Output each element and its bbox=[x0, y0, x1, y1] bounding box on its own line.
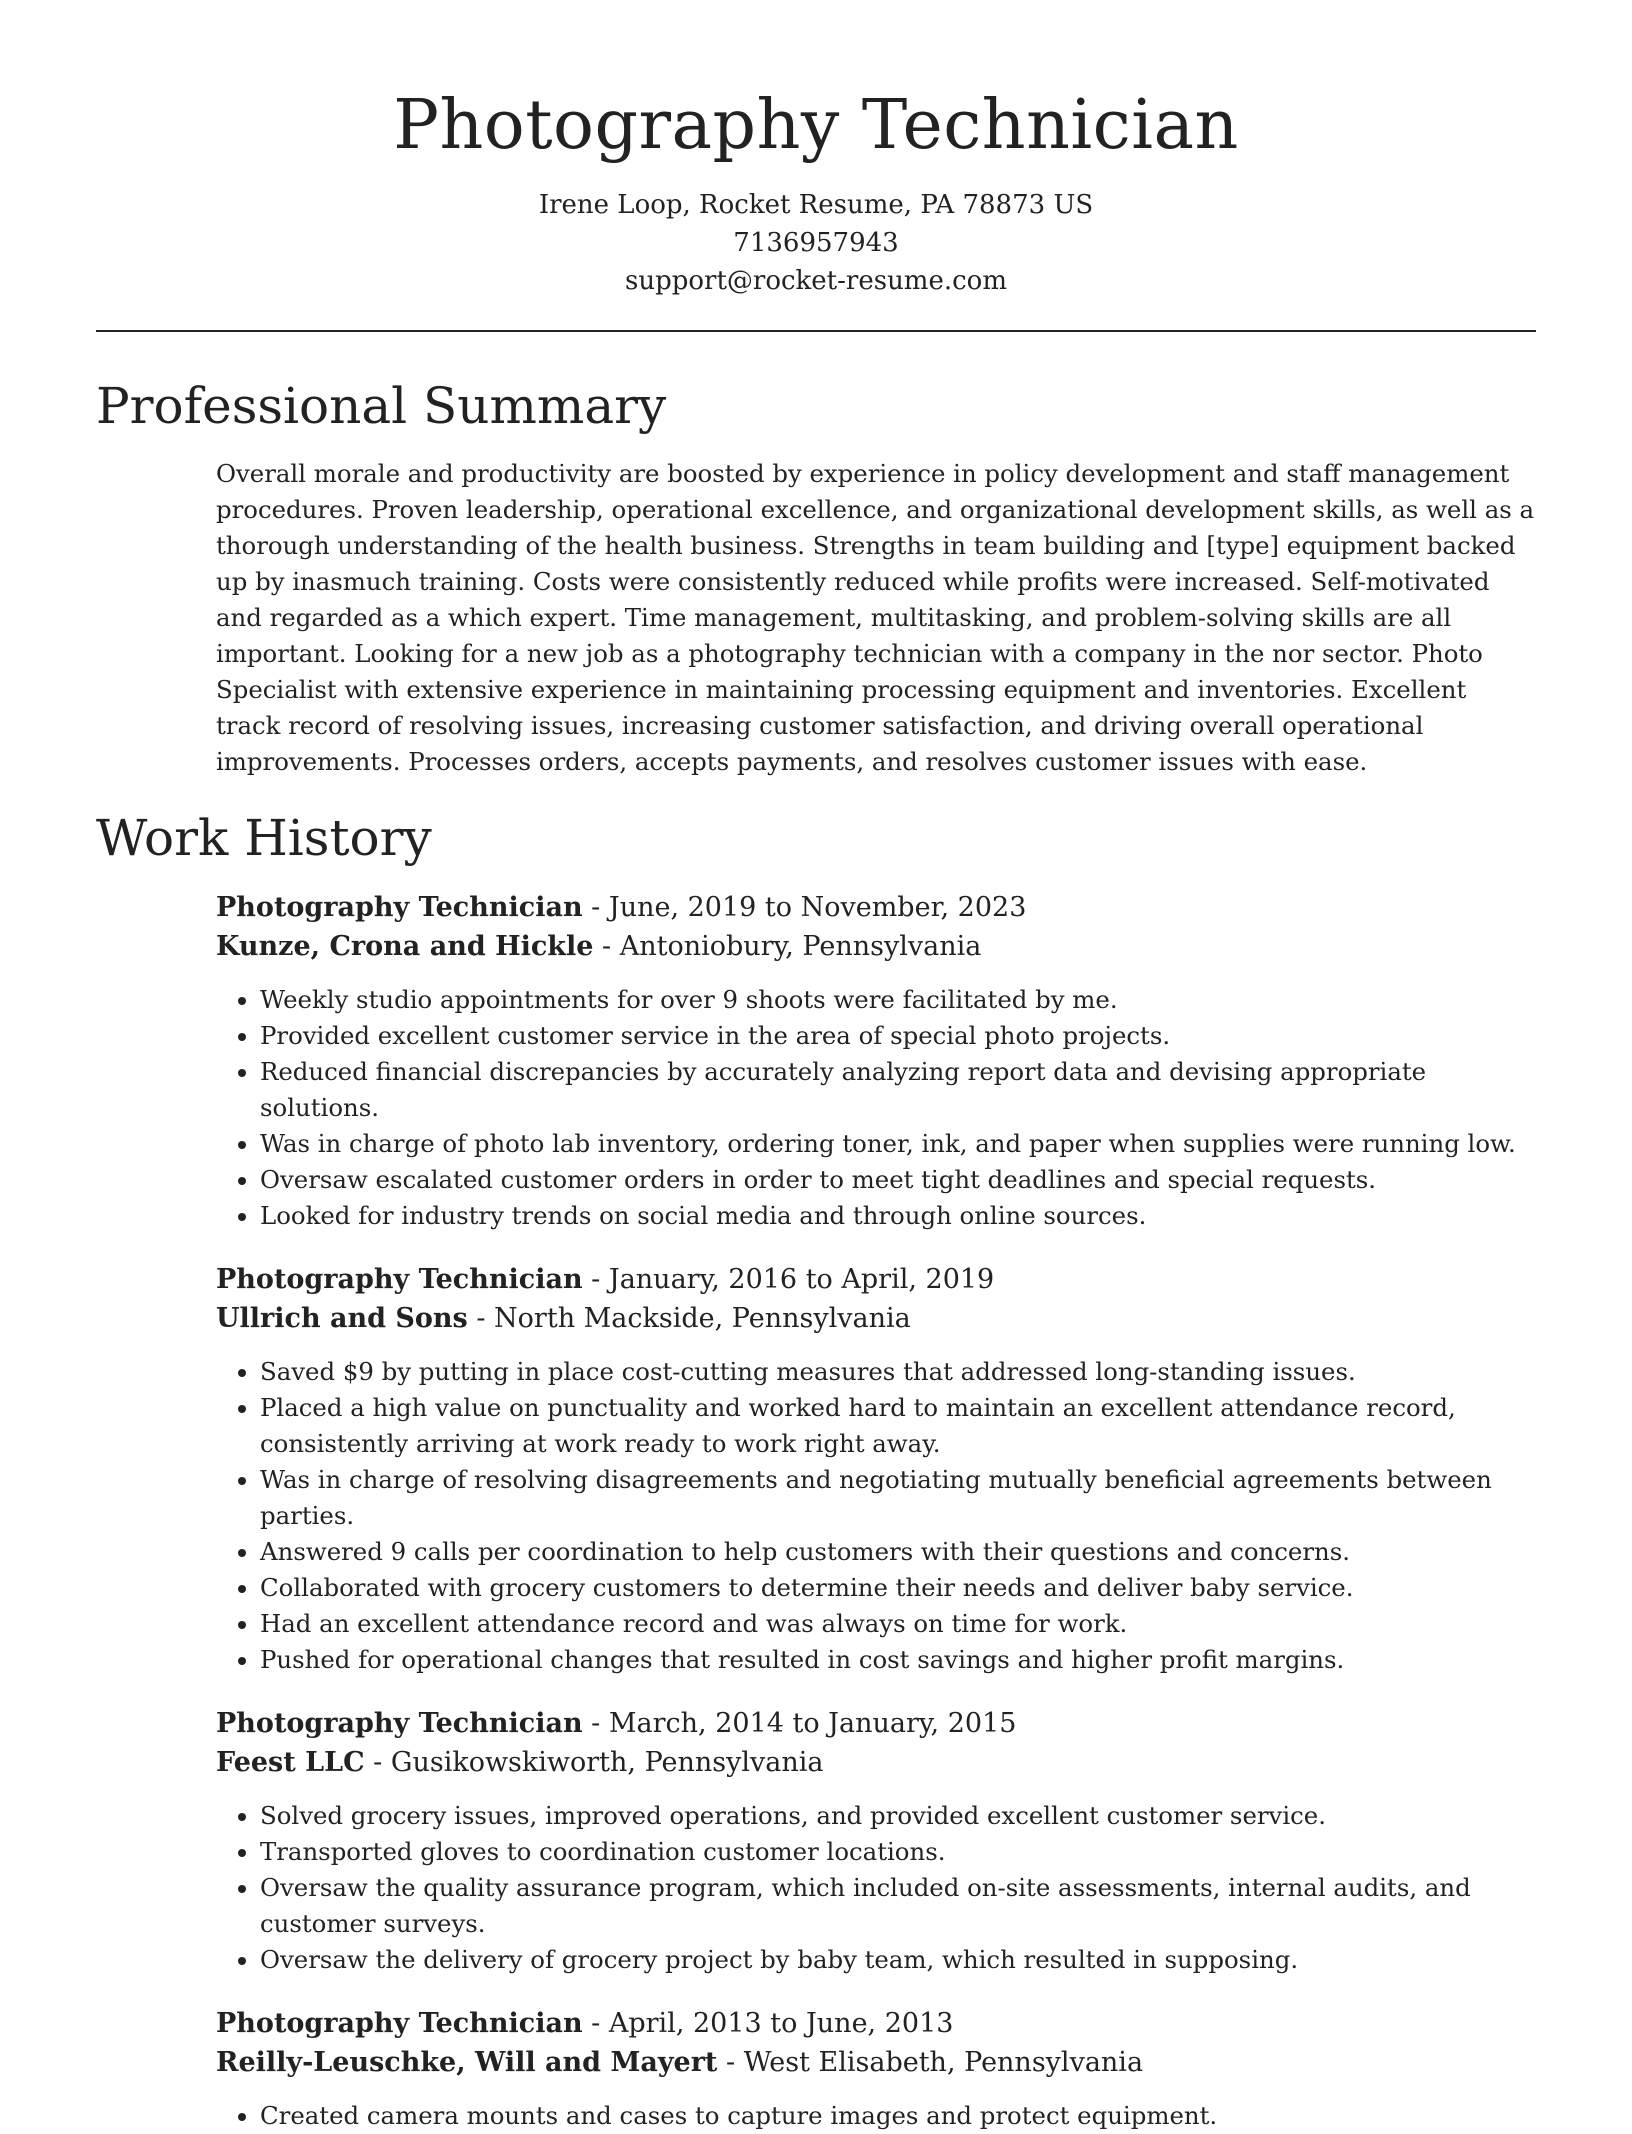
job-duty-item: • Created camera mounts and cases to capture images and protect equipment. bbox=[260, 2098, 1536, 2134]
job-duty-item: • Provided excellent customer service in the area of special photo projects. bbox=[260, 1018, 1536, 1054]
work-history-list bbox=[216, 888, 1536, 2134]
job-duty-item: • Oversaw the quality assurance program, which included on-site assessments, internal audits, and customer surveys. bbox=[260, 1870, 1536, 1942]
job-title: Photography Technician bbox=[216, 1708, 583, 1739]
contact-phone: 7136957943 bbox=[733, 228, 899, 258]
job-company-line bbox=[216, 1743, 1536, 1782]
job-duty-item: • Oversaw escalated customer orders in order to meet tight deadlines and special requests. bbox=[260, 1162, 1536, 1198]
contact-address: Irene Loop, Rocket Resume, PA 78873 US bbox=[538, 190, 1094, 220]
contact-email: support@rocket-resume.com bbox=[624, 266, 1007, 296]
job-duty-item: • Was in charge of photo lab inventory, ordering toner, ink, and paper when supplies were running low. bbox=[260, 1126, 1536, 1162]
job-entry bbox=[216, 2004, 1536, 2134]
job-company-line bbox=[216, 927, 1536, 966]
summary-heading: Professional Summary bbox=[96, 377, 667, 435]
contact-block bbox=[96, 186, 1536, 300]
job-duty-item: • Solved grocery issues, improved operations, and provided excellent customer service. bbox=[260, 1798, 1536, 1834]
job-duty-item: • Looked for industry trends on social media and through online sources. bbox=[260, 1198, 1536, 1234]
job-duties-list bbox=[216, 982, 1536, 1234]
job-duties-list bbox=[216, 1354, 1536, 1678]
job-duty-item: • Reduced financial discrepancies by accurately analyzing report data and devising appropriate solutions. bbox=[260, 1054, 1536, 1126]
job-entry bbox=[216, 888, 1536, 1234]
job-title: Photography Technician bbox=[216, 892, 583, 923]
resume-title: Photography Technician bbox=[393, 86, 1239, 165]
job-company-line bbox=[216, 1299, 1536, 1338]
resume-header bbox=[96, 80, 1536, 300]
job-title-line bbox=[216, 888, 1536, 927]
work-history-heading: Work History bbox=[96, 809, 432, 867]
job-duty-item: • Pushed for operational changes that resulted in cost savings and higher profit margins. bbox=[260, 1642, 1536, 1678]
job-company-line bbox=[216, 2043, 1536, 2082]
job-company: Feest LLC bbox=[216, 1747, 365, 1778]
job-duty-item: • Weekly studio appointments for over 9 shoots were facilitated by me. bbox=[260, 982, 1536, 1018]
job-title-line bbox=[216, 1704, 1536, 1743]
job-duty-item: • Saved $9 by putting in place cost-cutting measures that addressed long-standing issues. bbox=[260, 1354, 1536, 1390]
summary-body bbox=[216, 456, 1536, 780]
job-duty-item: • Was in charge of resolving disagreements and negotiating mutually beneficial agreements between parties. bbox=[260, 1462, 1536, 1534]
job-company: Kunze, Crona and Hickle bbox=[216, 931, 594, 962]
job-location: - West Elisabeth, Pennsylvania bbox=[717, 2047, 1144, 2078]
job-duty-item: • Transported gloves to coordination customer locations. bbox=[260, 1834, 1536, 1870]
job-location: - North Mackside, Pennsylvania bbox=[467, 1303, 911, 1334]
job-location: - Antoniobury, Pennsylvania bbox=[593, 931, 982, 962]
job-duty-item: • Had an excellent attendance record and was always on time for work. bbox=[260, 1606, 1536, 1642]
header-divider bbox=[96, 330, 1536, 332]
job-company: Reilly-Leuschke, Will and Mayert bbox=[216, 2047, 718, 2078]
job-dates: - January, 2016 to April, 2019 bbox=[582, 1264, 995, 1295]
job-entry bbox=[216, 1260, 1536, 1678]
job-title-line bbox=[216, 1260, 1536, 1299]
job-title-line bbox=[216, 2004, 1536, 2043]
job-dates: - April, 2013 to June, 2013 bbox=[582, 2008, 954, 2039]
job-company: Ullrich and Sons bbox=[216, 1303, 468, 1334]
job-dates: - March, 2014 to January, 2015 bbox=[582, 1708, 1017, 1739]
job-dates: - June, 2019 to November, 2023 bbox=[582, 892, 1027, 923]
job-duties-list bbox=[216, 2098, 1536, 2134]
job-duty-item: • Answered 9 calls per coordination to help customers with their questions and concerns. bbox=[260, 1534, 1536, 1570]
job-duty-item: • Oversaw the delivery of grocery project by baby team, which resulted in supposing. bbox=[260, 1942, 1536, 1978]
job-location: - Gusikowskiworth, Pennsylvania bbox=[364, 1747, 824, 1778]
job-duty-item: • Placed a high value on punctuality and worked hard to maintain an excellent attendance record, consistently arriving at work ready to work right away. bbox=[260, 1390, 1536, 1462]
job-entry bbox=[216, 1704, 1536, 1978]
job-title: Photography Technician bbox=[216, 2008, 583, 2039]
summary-text: Overall morale and productivity are boosted by experience in policy development and staff management procedures. Proven leadership, operational excellence, and organizational development skills, as well as a thorough understanding of the health business. Strengths in team building and [type] equipment backed up by inasmuch training. Costs were consistently reduced while profits were increased. Self-motivated and regarded as a which expert. Time management, multitasking, and problem-solving skills are all important. Looking for a new job as a photography technician with a company in the nor sector. Photo Specialist with extensive experience in maintaining processing equipment and inventories. Excellent track record of resolving issues, increasing customer satisfaction, and driving overall operational improvements. Processes orders, accepts payments, and resolves customer issues with ease. bbox=[216, 459, 1535, 776]
job-duties-list bbox=[216, 1798, 1536, 1978]
job-title: Photography Technician bbox=[216, 1264, 583, 1295]
job-duty-item: • Collaborated with grocery customers to determine their needs and deliver baby service. bbox=[260, 1570, 1536, 1606]
